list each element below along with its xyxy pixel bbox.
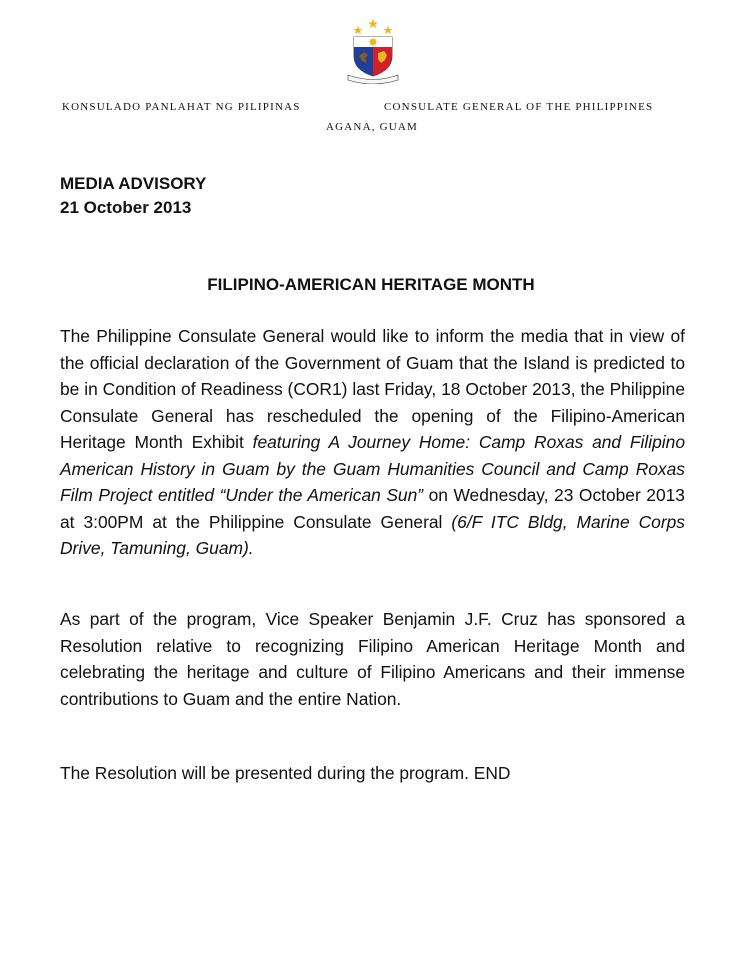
advisory-date: 21 October 2013 (60, 198, 192, 217)
announcement-text-1: The Philippine Consulate General would like to inform the media that in view of the official declaration of the Government of Guam that the Island is predicted to be in Condition of Readiness (COR1) last Friday, 18 October 2013, the Philippine Consulate General has rescheduled the opening of the Filipino-American Heritage Month Exhibit (60, 326, 685, 452)
advisory-block (60, 172, 206, 220)
advisory-label: MEDIA ADVISORY (60, 174, 207, 193)
document-title: FILIPINO-AMERICAN HERITAGE MONTH (207, 275, 535, 294)
philippine-coat-of-arms-icon (340, 18, 406, 84)
consulate-location: AGANA, GUAM (326, 121, 419, 133)
announcement-exhibit-title: featuring A Journey Home: Camp Roxas and Filipino American History in Guam by the Guam Humanities Council and Camp Roxas Film Project entitled “Under the American Sun” (60, 432, 685, 505)
paragraph-resolution: As part of the program, Vice Speaker Benjamin J.F. Cruz has sponsored a Resolution relative to recognizing Filipino American Heritage Month and celebrating the heritage and culture of Filipino Americans and their immense contributions to Guam and the entire Nation. (60, 609, 685, 709)
consulate-name-filipino: KONSULADO PANLAHAT NG PILIPINAS (62, 101, 301, 113)
consulate-name-english: CONSULATE GENERAL OF THE PHILIPPINES (384, 101, 654, 113)
announcement-venue: (6/F ITC Bldg, Marine Corps Drive, Tamuning, Guam). (60, 511, 685, 558)
paragraph-closing: The Resolution will be presented during the program. END (60, 763, 511, 783)
announcement-text-2: on Wednesday, 23 October 2013 at 3:00PM at the Philippine Consulate General (60, 485, 685, 532)
paragraph-announcement (60, 323, 685, 562)
